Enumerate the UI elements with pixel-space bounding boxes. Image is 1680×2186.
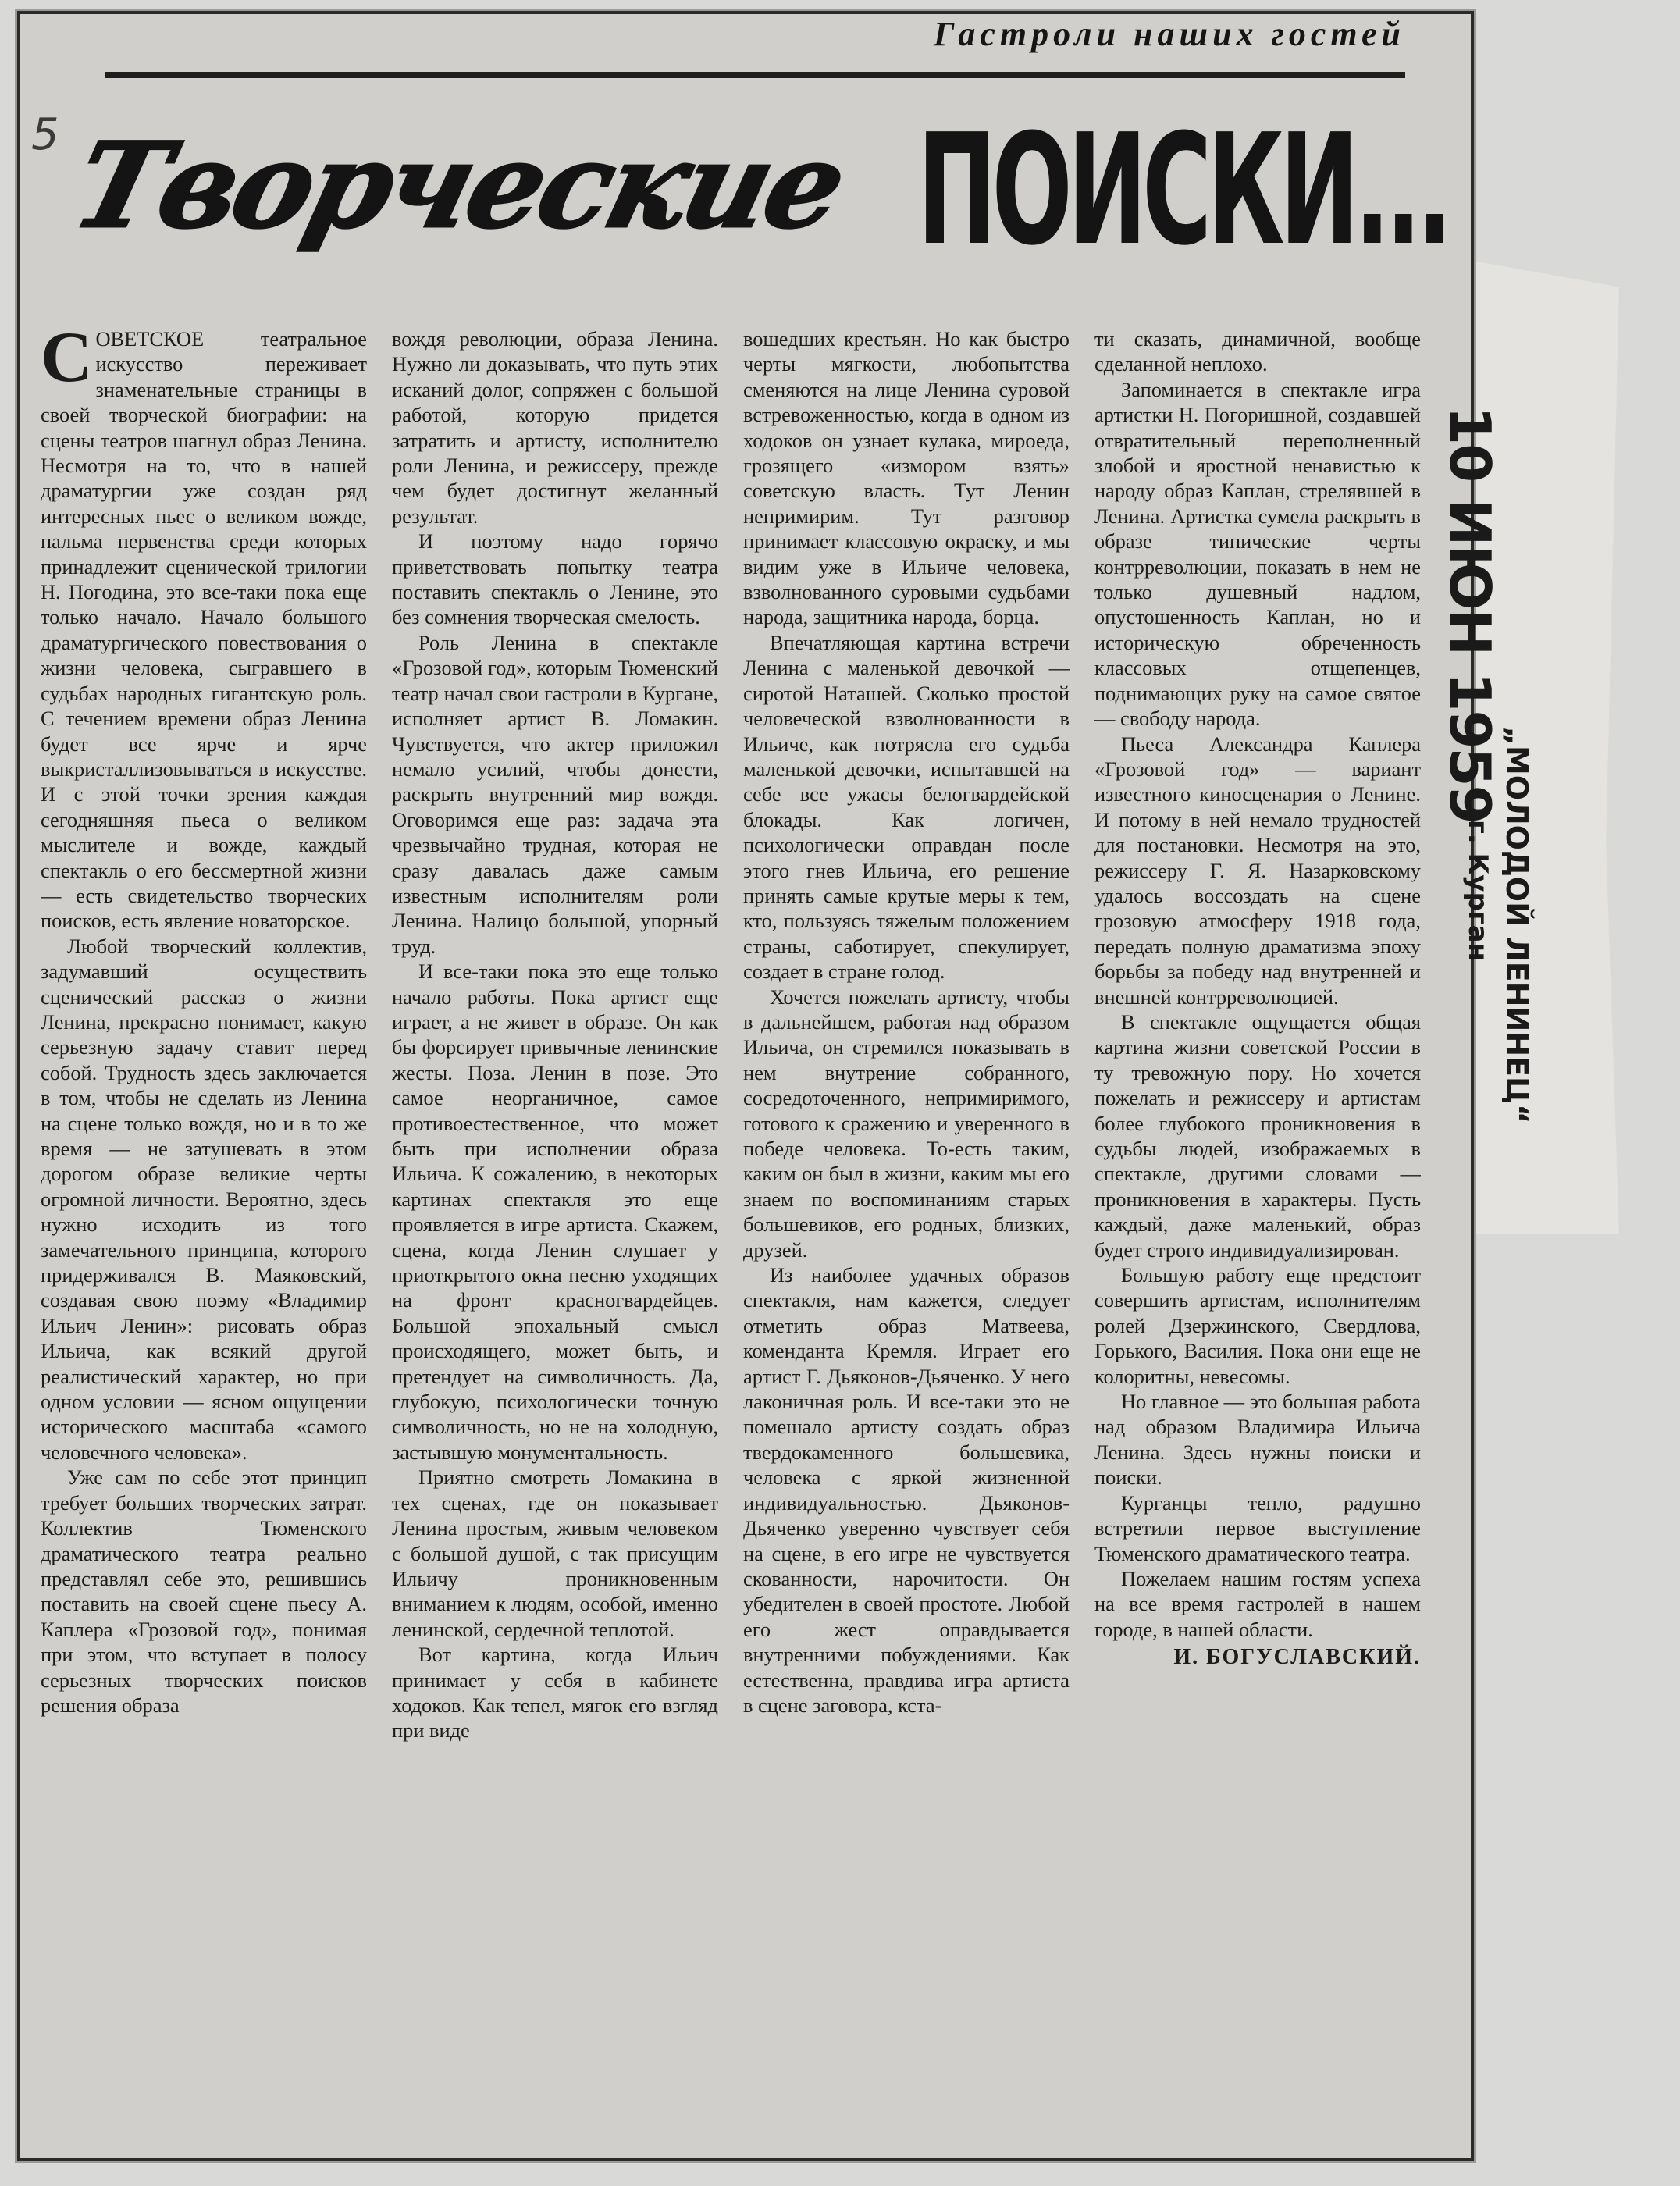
paragraph: Пожелаем нашим гостям успеха на все время гастролей в нашем городе, в нашей области. xyxy=(1094,1566,1421,1641)
author-signature: И. БОГУСЛАВСКИЙ. xyxy=(1173,1645,1421,1670)
paragraph-text: ОВЕТСКОЕ театральное искусство переживает знаменательные страницы в своей творческой биографии: на сцены театров шагнул образ Ленина. Несмотря на то, что в нашей драматургии уже создан ряд интересных пьес о великом вожде, пальма первенства среди которых принадлежит сценической трилогии Н. Погодина, это все-таки пока еще только начало. Начало большого драматургического повествования о жизни человека, сыгравшего в судьбах народных гигантскую роль. С течением времени образ Ленина будет все ярче и ярче выкристаллизовываться в искусстве. И с этой точки зрения каждая сегодняшняя пьеса о великом мыслителе и вожде, каждый спектакль о его бессмертной жизни — есть свидетельство творческих поисков, есть явление новаторское. xyxy=(41,327,367,933)
headline xyxy=(61,101,1448,281)
headline-part1: Творческие xyxy=(61,117,857,255)
article-column-3 xyxy=(743,326,1070,2145)
stamp-newspaper: „МОЛОДОЙ ЛЕНИНЕЦ“ xyxy=(1500,726,1534,1124)
paragraph: вошедших крестьян. Но как быстро черты мягкости, любопытства сменяются на лице Ленина суровой встревоженностью, когда в одном из ходоков он узнает кулака, мироеда, грозящего «измором взять» советскую власть. Тут Ленин непримирим. Тут разговор принимает классовую окраску, и мы видим уже в Ильиче человека, взволнованного суровыми судьбами народа, защитника народа, борца. xyxy=(743,327,1070,629)
paragraph: Любой творческий коллектив, задумавший осуществить сценический рассказ о жизни Ленина, прекрасно понимает, какую серьезную задачу ставит перед собой. Трудность здесь заключается в том, чтобы не сделать из Ленина на сцене только вождя, но и в то же время — не затушевать в этом дорогом образе великие черты огромной личности. Вероятно, здесь нужно исходить из того замечательного принципа, которого придерживался В. Маяковский, создавая свою поэму «Владимир Ильич Ленин»: рисовать образ Ильича, как всякий другой реалистический характер, но при одном условии — ясном ощущении исторического масштаба «самого человечного человека». xyxy=(41,934,367,1464)
paragraph: Впечатляющая картина встречи Ленина с маленькой девочкой — сиротой Наташей. Сколько простой человеческой взволнованности в Ильиче, как потрясла его судьба маленькой девочки, испытавшей на себе все ужасы белогвардейской блокады. Как логичен, психологически оправдан после этого гнев Ильича, его решение принять самые крутые меры к тем, кто, пользуясь тяжелым положением страны, саботирует, спекулирует, создает в стране голод. xyxy=(743,630,1070,984)
paragraph: Приятно смотреть Ломакина в тех сценах, где он показывает Ленина простым, живым человеком с большой душой, с так присущим Ильичу проникновенным вниманием к людям, особой, именно ленинской, сердечной теплотой. xyxy=(392,1465,718,1641)
paragraph: И поэтому надо горячо приветствовать попытку театра поставить спектакль о Ленине, это без сомнения творческая смелость. xyxy=(392,529,718,629)
paragraph: Уже сам по себе этот принцип требует больших творческих затрат. Коллектив Тюменского драматического театра реально представлял себе это, решившись поставить на своей сцене пьесу А. Каплера «Грозовой год», понимая при этом, что вступает в полосу серьезных творческих поисков решения образа xyxy=(41,1465,367,1717)
paragraph: Пьеса Александра Каплера «Грозовой год» — вариант известного киносценария о Ленине. И потому в ней немало трудностей для постановки. Несмотря на это, режиссеру Г. Я. Назарковскому удалось воссоздать на сцене грозовую атмосферу 1918 года, передать полную драматизма эпоху борьбы за победу над внутренней и внешней контрреволюцией. xyxy=(1094,732,1421,1009)
paragraph: Хочется пожелать артисту, чтобы в дальнейшем, работая над образом Ильича, он стремился показывать в нем внутрение собранного, сосредоточенного, непримиримого, готового к сражению и уверенного в победе человека. То-есть таким, каким он был в жизни, каким мы его знаем по воспоминаниям старых большевиков, его родных, близких, друзей. xyxy=(743,984,1070,1262)
paragraph xyxy=(41,326,367,934)
paragraph: Курганцы тепло, радушно встретили первое выступление Тюменского драматического театра. xyxy=(1094,1490,1421,1565)
paragraph: И все-таки пока это еще только начало работы. Пока артист еще играет, а не живет в образе. Он как бы форсирует привычные ленинские жесты. Поза. Ленин в позе. Это самое неорганичное, самое противоестественное, что может быть при исполнении образа Ильича. К сожалению, в некоторых картинах спектакля это еще проявляется в игре артиста. Скажем, сцена, когда Ленин слушает у приоткрытого окна песню уходящих на фронт красногвардейцев. Большой эпохальный смысл происходящего, может быть, и претендует на символичность. Да, глубокую, психологически точную символичность, но не на холодную, застывшую монументальность. xyxy=(392,959,718,1464)
stamp-city: г. Курган xyxy=(1462,820,1493,962)
paragraph: Запоминается в спектакле игра артистки Н. Погоришной, создавшей отвратительный переполненный злобой и яростной ненавистью к народу образ Каплан, стрелявшей в Ленина. Артистка сумела раскрыть в образе типические черты контрреволюции, показать в нем не только душевный надлом, опустошенность Каплан, но и историческую обреченность классовых отщепенцев, поднимающих руку на самое святое — свободу народа. xyxy=(1094,377,1421,731)
rubric-title: Гастроли наших гостей xyxy=(933,15,1405,53)
headline-part2: ПОИСКИ... xyxy=(917,101,1448,279)
article-column-1 xyxy=(41,326,367,2145)
paragraph: Роль Ленина в спектакле «Грозовой год», которым Тюменский театр начал свои гастроли в Кургане, исполняет артист В. Ломакин. Чувствуется, что актер приложил немало усилий, чтобы донести, раскрыть внутренний мир вождя. Оговоримся еще раз: задача эта чрезвычайно трудная, которая не сразу давалась даже самым известным исполнителям роли Ленина. Налицо большой, упорный труд. xyxy=(392,630,718,958)
paragraph: вождя революции, образа Ленина. Нужно ли доказывать, что путь этих исканий долог, сопряжен с большой работой, которую придется затратить и артисту, исполнителю роли Ленина, и режиссеру, прежде чем будет достигнут желанный результат. xyxy=(392,327,718,528)
article-column-4 xyxy=(1094,326,1421,2145)
paragraph: Большую работу еще предстоит совершить артистам, исполнителям ролей Дзержинского, Свердлова, Горького, Василия. Пока они еще не колоритны, невесомы. xyxy=(1094,1263,1421,1388)
article-column-2 xyxy=(392,326,718,2145)
paragraph: Вот картина, когда Ильич принимает у себя в кабинете ходоков. Как тепел, мягок его взгляд при виде xyxy=(392,1643,718,1743)
article-body xyxy=(41,326,1422,2145)
paragraph: Из наиболее удачных образов спектакля, нам кажется, следует отметить образ Матвеева, коменданта Кремля. Играет его артист Г. Дьяконов-Дьяченко. У него лаконичная роль. И все-таки это не помешало артисту создать образ твердокаменного большевика, человека с яркой жизненной индивидуальностью. Дьяконов-Дьяченко уверенно чувствует себя на сцене, в его игре не чувствуется скованности, нарочитости. Он убедителен в своей простоте. Любой его жест оправдывается внутренними побуждениями. Как естественна, правдива игра артиста в сцене заговора, кста- xyxy=(743,1263,1070,1717)
paragraph: ти сказать, динамичной, вообще сделанной неплохо. xyxy=(1094,327,1421,376)
rubric-rule xyxy=(105,72,1405,78)
paragraph: В спектакле ощущается общая картина жизни советской России в ту тревожную пору. Но хочется пожелать и режиссеру и артистам более глубокого проникновения в судьбы людей, изображаемых в спектакле, другими словами — проникновения в характеры. Пусть каждый, даже маленький, образ будет строго индивидуализирован. xyxy=(1094,1009,1421,1262)
paragraph: Но главное — это большая работа над образом Владимира Ильича Ленина. Здесь нужны поиски и поиски. xyxy=(1094,1390,1421,1490)
margin-number: 5 xyxy=(31,109,59,160)
drop-cap: С xyxy=(41,326,93,397)
stamp-date: 10 ИЮН 1959 xyxy=(1437,406,1503,823)
